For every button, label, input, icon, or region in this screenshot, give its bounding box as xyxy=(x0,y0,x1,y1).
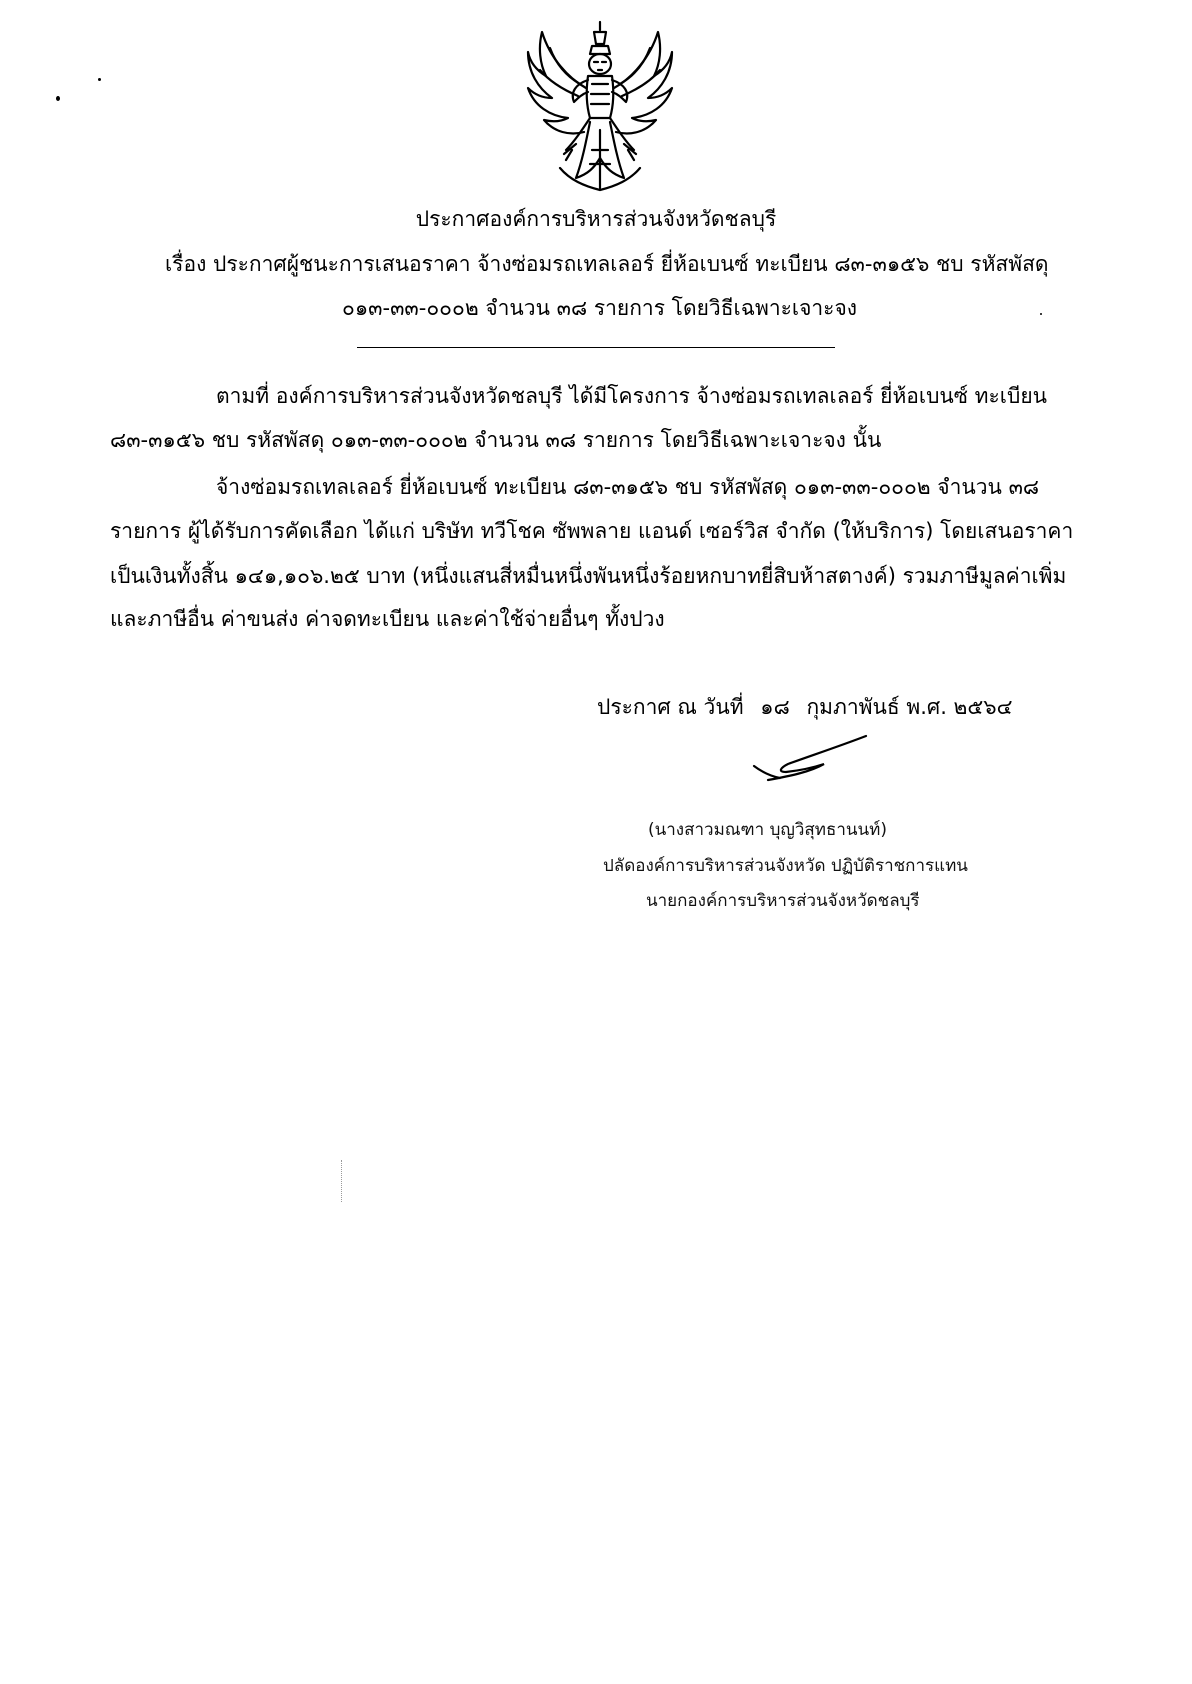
paragraph-2-line-2: รายการ ผู้ได้รับการคัดเลือก ได้แก่ บริษัท ทวีโชค ซัพพลาย แอนด์ เซอร์วิส จำกัด (ให้บริการ) โดยเสนอราคา xyxy=(110,519,1074,543)
paragraph-1-line-2: ๘๓-๓๑๕๖ ชบ รหัสพัสดุ ๐๑๓-๓๓-๐๐๐๒ จำนวน ๓๘ รายการ โดยวิธีเฉพาะเจาะจง นั้น xyxy=(110,428,882,452)
date-month-year: กุมภาพันธ์ พ.ศ. ๒๕๖๔ xyxy=(806,695,1013,719)
signatory-position-line-2: นายกองค์การบริหารส่วนจังหวัดชลบุรี xyxy=(646,891,920,911)
scan-speck xyxy=(56,96,60,101)
paragraph-2-line-3: เป็นเงินทั้งสิ้น ๑๔๑,๑๐๖.๒๕ บาท (หนึ่งแสนสี่หมื่นหนึ่งพันหนึ่งร้อยหกบาทยี่สิบห้าสตางค์) รวมภาษีมูลค่าเพิ่ม xyxy=(110,564,1067,588)
subject-line-2: ๐๑๓-๓๓-๐๐๐๒ จำนวน ๓๘ รายการ โดยวิธีเฉพาะเจาะจง xyxy=(342,296,858,320)
garuda-emblem xyxy=(520,18,680,196)
announcement-date xyxy=(597,691,1013,724)
subject-line-1: เรื่อง ประกาศผู้ชนะการเสนอราคา จ้างซ่อมรถเทลเลอร์ ยี่ห้อเบนซ์ ทะเบียน ๘๓-๓๑๕๖ ชบ รหัสพัสดุ xyxy=(165,252,1049,276)
scan-speck xyxy=(98,78,101,81)
paragraph-2-line-1: จ้างซ่อมรถเทลเลอร์ ยี่ห้อเบนซ์ ทะเบียน ๘๓-๓๑๕๖ ชบ รหัสพัสดุ ๐๑๓-๓๓-๐๐๐๒ จำนวน ๓๘ xyxy=(216,475,1040,499)
scan-dots xyxy=(341,1160,343,1202)
divider-line xyxy=(357,347,835,348)
handwritten-signature xyxy=(740,730,870,790)
paragraph-1-line-1: ตามที่ องค์การบริหารส่วนจังหวัดชลบุรี ได้มีโครงการ จ้างซ่อมรถเทลเลอร์ ยี่ห้อเบนซ์ ทะเบียน xyxy=(216,384,1047,408)
paragraph-2-line-4: และภาษีอื่น ค่าขนส่ง ค่าจดทะเบียน และค่าใช้จ่ายอื่นๆ ทั้งปวง xyxy=(110,607,665,631)
signatory-position-line-1: ปลัดองค์การบริหารส่วนจังหวัด ปฏิบัติราชการแทน xyxy=(603,856,968,876)
scan-speck xyxy=(1040,313,1042,315)
date-prefix: ประกาศ ณ วันที่ xyxy=(597,695,744,719)
announcement-title: ประกาศองค์การบริหารส่วนจังหวัดชลบุรี xyxy=(415,207,777,231)
date-day: ๑๘ xyxy=(760,695,790,719)
signatory-name: (นางสาวมณฑา บุญวิสุทธานนท์) xyxy=(648,820,888,840)
